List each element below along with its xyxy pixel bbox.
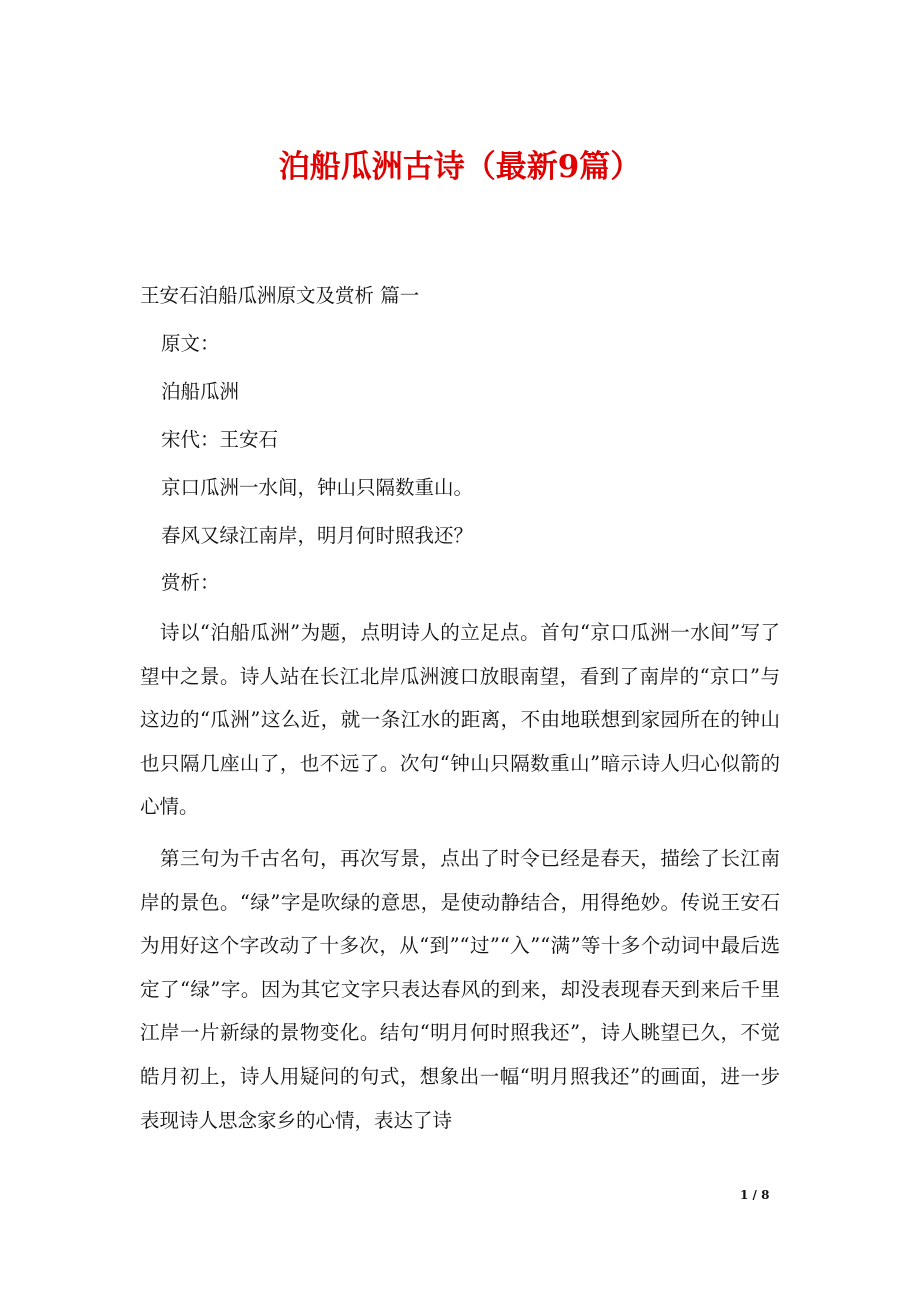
analysis-paragraph-1: 诗以“泊船瓜洲”为题，点明诗人的立足点。首句“京口瓜洲一水间”写了望中之景。诗人站在长江北岸瓜洲渡口放眼南望，看到了南岸的“京口”与这边的“瓜洲”这么近，就一条江水的距离，不由地联想到家园所在的钟山也只隔几座山了，也不远了。次句“钟山只隔数重山”暗示诗人归心似箭的心情。 [140,621,780,819]
poem-line-1: 京口瓜洲一水间，钟山只隔数重山。 [161,476,474,499]
original-label: 原文： [161,332,220,355]
page-title: 泊船瓜洲古诗（最新9篇） [278,149,642,185]
analysis-paragraph-2: 第三句为千古名句，再次写景，点出了时令已经是春天，描绘了长江南岸的景色。“绿”字是吹绿的意思，是使动静结合，用得绝妙。传说王安石为用好这个字改动了十多次，从“到”“过”“入”“满”等十多个动词中最后选定了“绿”字。因为其它文字只表达春风的到来，却没表现春天到来后千里江岸一片新绿的景物变化。结句“明月何时照我还”，诗人眺望已久，不觉皓月初上，诗人用疑问的句式，想象出一幅“明月照我还”的画面，进一步表现诗人思念家乡的心情，表达了诗 [140,847,780,1132]
page-indicator: 1 / 8 [740,1188,770,1202]
analysis-label: 赏析： [161,571,220,594]
section-heading: 王安石泊船瓜洲原文及赏析 篇一 [140,284,420,307]
poem-title: 泊船瓜洲 [161,380,240,403]
poem-author: 宋代：王安石 [161,428,279,451]
poem-line-2: 春风又绿江南岸，明月何时照我还？ [161,524,474,547]
